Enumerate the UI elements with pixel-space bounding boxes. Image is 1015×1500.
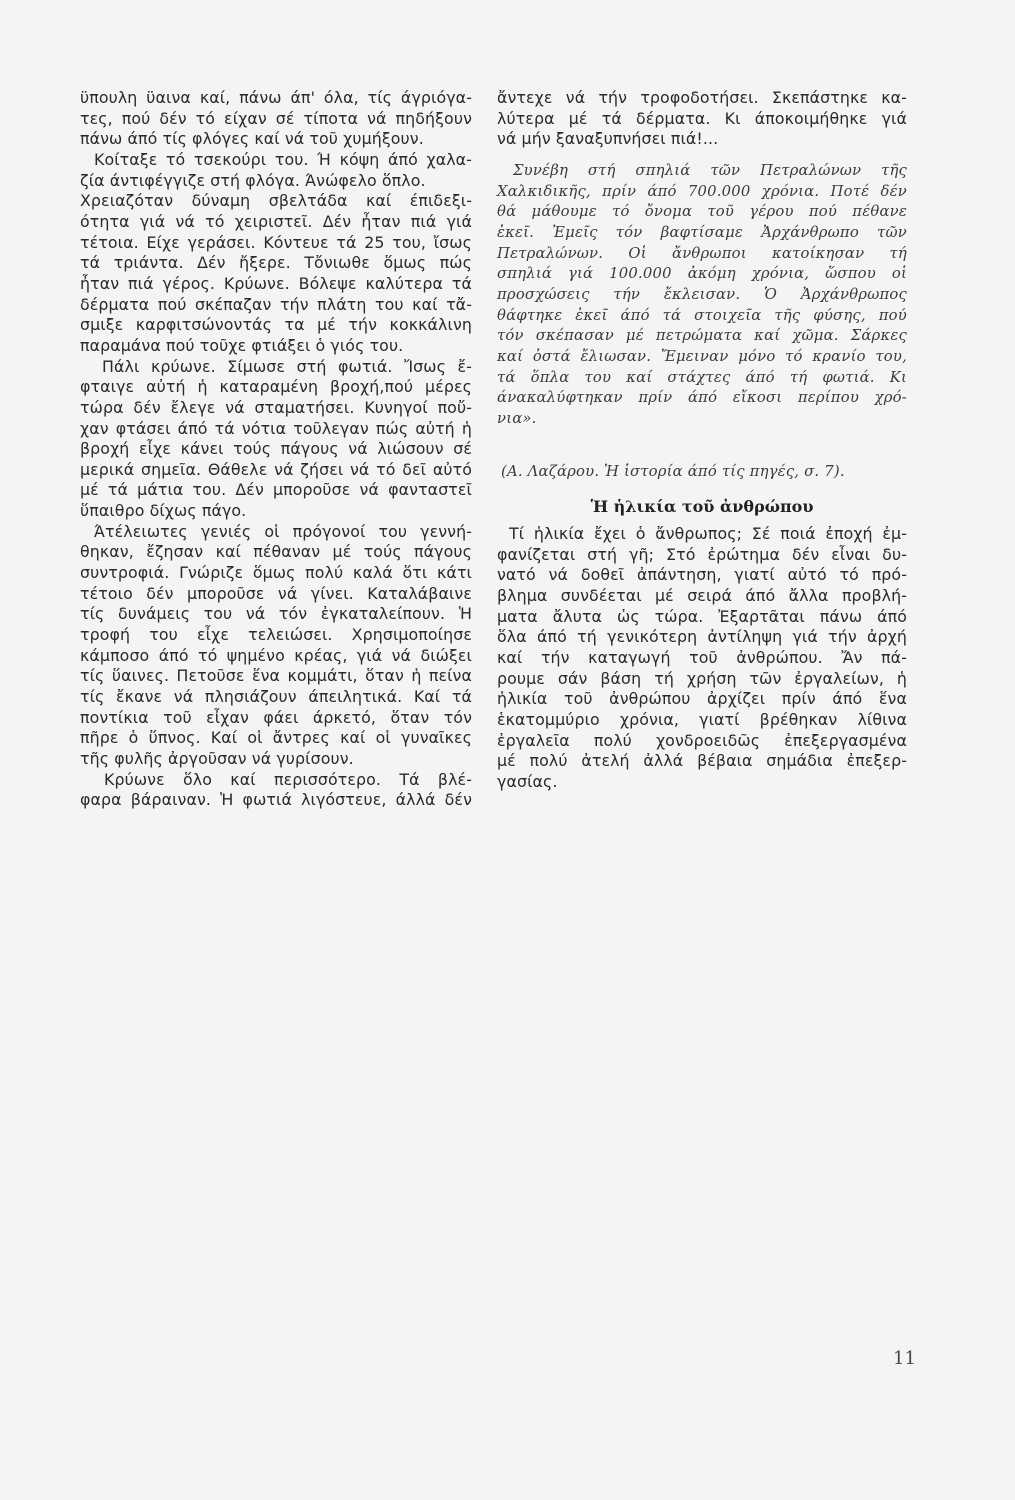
text-line: Τί ἡλικία ἔχει ὁ ἄνθρωπος; Σέ ποιά ἐποχή ἐμ- — [509, 524, 907, 544]
text-line: δέρματα πού σκέπαζαν τήν πλάτη του καί τἄ- — [80, 294, 472, 314]
text-line: ϋπουλη ϋαινα καί, πάνω άπ' όλα, τίς άγριόγα- — [80, 88, 472, 107]
text-line: φταιγε αὐτή ἡ καταραμένη βροχή,πού μέρες — [80, 377, 472, 397]
text-line: τίς ἔκανε νά πλησιάζουν άπειλητικά. Καί τά — [80, 687, 472, 707]
text-line: τώρα δέν ἔλεγε νά σταματήσει. Κυνηγοί ποὔ- — [80, 397, 472, 417]
text-line: παραμάνα πού τοῦχε φτιάξει ὁ γιός του. — [80, 335, 404, 355]
text-line: γασίας. — [497, 772, 558, 792]
text-line: Χρειαζόταν δύναμη σβελτάδα καί έπιδεξι- — [80, 191, 472, 211]
quote-line: θάφτηκε ἐκεῖ άπό τά στοιχεῖα τῆς φύσης, πού — [497, 306, 907, 324]
text-line: ζία άντιφέγγιζε στή φλόγα. Άνώφελο ὅπλο. — [80, 170, 426, 190]
section-body — [497, 524, 907, 793]
text-line: πῆρε ὁ ὕπνος. Καί οἱ ἄντρες καί οἱ γυναῖκες — [80, 728, 472, 748]
text-line: Άτέλειωτες γενιές οἱ πρόγονοί του γεννή- — [94, 521, 472, 541]
text-line: ἐργαλεῖα πολύ χονδροειδῶς ἐπεξεργασμένα — [497, 730, 907, 750]
text-line: φαρα βάραιναν. Ἡ φωτιά λιγόστευε, άλλά δέν — [80, 790, 472, 810]
quote-line: τόν σκέπασαν μέ πετρώματα καί χῶμα. Σάρκες — [497, 327, 907, 345]
quote-line: νια». — [497, 409, 537, 427]
text-line: τροφή του εἶχε τελειώσει. Χρησιμοποίησε — [80, 625, 472, 645]
text-line: καί τήν καταγωγή τοῦ ἀνθρώπου. Ἄν πά- — [497, 648, 907, 668]
text-line: ρουμε σάν βάση τή χρήση τῶν ἐργαλείων, ἡ — [497, 668, 907, 688]
text-line: μέ τά μάτια του. Δέν μποροῦσε νά φανταστεῖ — [80, 480, 472, 500]
text-line: τέτοιο δέν μποροῦσε νά γίνει. Καταλάβαινε — [80, 583, 472, 603]
text-line: βροχή εἶχε κάνει τούς πάγους νά λιώσουν σέ — [80, 439, 472, 459]
text-line: τά τριάντα. Δέν ἤξερε. Τὄνιωθε ὅμως πώς — [80, 253, 472, 273]
text-line: συντροφιά. Γνώριζε ὅμως πολύ καλά ὅτι κάτι — [80, 563, 472, 583]
text-line: ἡλικία τοῦ ἀνθρώπου ἀρχίζει πρίν άπό ἕνα — [497, 689, 907, 709]
text-line: μέ πολύ ἀτελή ἀλλά βέβαια σημάδια ἐπεξερ- — [497, 751, 907, 771]
quote-line: καί ὀστά ἔλιωσαν. Ἔμειναν μόνο τό κρανίο του, — [497, 347, 907, 365]
text-line: τέτοια. Είχε γεράσει. Κόντευε τά 25 του, ἴσως — [80, 232, 472, 252]
section-heading: Ἡ ἡλικία τοῦ ἀνθρώπου — [590, 497, 814, 517]
text-line: Πάλι κρύωνε. Σίμωσε στή φωτιά. Ἴσως ἔ- — [102, 356, 472, 376]
text-line: ἦταν πιά γέρος. Κρύωνε. Βόλεψε καλύτερα τά — [80, 273, 472, 293]
text-line: θηκαν, ἔζησαν καί πέθαναν μέ τούς πάγους — [80, 542, 472, 562]
quote-line: σπηλιά γιά 100.000 ἀκόμη χρόνια, ὥσπου οἱ — [497, 265, 907, 283]
quote-block — [497, 161, 907, 430]
quote-line: Συνέβη στή σπηλιά τῶν Πετραλώνων τῆς — [513, 161, 907, 179]
quote-line: τά ὅπλα του καί στάχτες άπό τή φωτιά. Κι — [497, 368, 907, 386]
text-line: ματα ἄλυτα ὡς τώρα. Ἐξαρτᾶται πάνω άπό — [497, 606, 907, 626]
right-text-column — [497, 88, 907, 793]
quote-line: Πετραλώνων. Οἱ ἄνθρωποι κατοίκησαν τή — [497, 244, 907, 262]
text-line: βλημα συνδέεται μέ σειρά άπό ἄλλα προβλή- — [497, 586, 907, 606]
text-line: πάνω άπό τίς φλόγες καί νά τοῦ χυμήξουν. — [80, 129, 424, 149]
page-number: 11 — [893, 1348, 916, 1369]
text-line: ἄντεχε νά τήν τροφοδοτήσει. Σκεπάστηκε κα- — [497, 88, 907, 107]
text-line: τίς ὕαινες. Πετοῦσε ἕνα κομμάτι, ὅταν ἡ πείνα — [80, 666, 472, 686]
source-citation: (Α. Λαζάρου. Ἡ ἱστορία άπό τίς πηγές, σ. 7). — [501, 462, 845, 480]
quote-line: προσχώσεις τήν ἔκλεισαν. Ὁ Ἀρχάνθρωπος — [497, 285, 907, 303]
spacer — [497, 150, 907, 161]
text-line: Κρύωνε ὅλο καί περισσότερο. Τά βλέ- — [104, 769, 472, 789]
text-line: ἑκατομμύριο χρόνια, γιατί βρέθηκαν λίθινα — [497, 710, 907, 730]
text-line: τίς δυνάμεις του νά τόν ἐγκαταλείπουν. Ἡ — [80, 604, 472, 624]
text-line: φανίζεται στή γῆ; Στό ἐρώτημα δέν εἶναι δυ- — [497, 544, 907, 564]
text-line: ὕπαιθρο δίχως πάγο. — [80, 501, 247, 521]
text-line: τῆς φυλῆς ἀργοῦσαν νά γυρίσουν. — [80, 749, 354, 768]
spacer — [497, 430, 907, 462]
quote-line: θά μάθουμε τό ὄνομα τοῦ γέρου πού πέθανε — [497, 203, 907, 221]
text-line: Κοίταξε τό τσεκούρι του. Ή κόψη άπό χαλα- — [94, 149, 472, 169]
spacer — [497, 482, 907, 494]
left-text-column — [80, 88, 472, 811]
text-line: νατό νά δοθεῖ ἀπάντηση, γιατί αὐτό τό πρό- — [497, 565, 907, 585]
text-line: χαν φτάσει άπό τά νότια τοῦλεγαν πώς αὐτή ἡ — [80, 418, 472, 438]
text-line: σμιξε καρφιτσώνοντάς τα μέ τήν κοκκάλινη — [80, 315, 472, 335]
quote-line: ἐκεῖ. Ἐμεῖς τόν βαφτίσαμε Ἀρχάνθρωπο τῶν — [497, 223, 907, 241]
text-line: ότητα γιά νά τό χειριστεῖ. Δέν ἦταν πιά γιά — [80, 211, 472, 231]
text-line: νά μήν ξαναξυπνήσει πιά!... — [497, 129, 719, 149]
text-line: τες, πού δέν τό είχαν σέ τίποτα νά πηδήξουν — [80, 108, 472, 128]
text-line: ὅλα άπό τή γενικότερη ἀντίληψη γιά τήν ἀρχή — [497, 627, 907, 647]
text-line: λύτερα μέ τά δέρματα. Κι άποκοιμήθηκε γιά — [497, 108, 907, 128]
quote-line: άνακαλύφτηκαν πρίν άπό εἴκοσι περίπου χρό- — [497, 389, 907, 407]
quote-line: Χαλκιδικῆς, πρίν άπό 700.000 χρόνια. Ποτέ δέν — [497, 182, 907, 200]
text-line: μερικά σημεῖα. Θάθελε νά ζήσει νά τό δεῖ αὐτό — [80, 459, 472, 479]
text-line: κάμποσο άπό τό ψημένο κρέας, γιά νά διώξει — [80, 645, 472, 665]
text-line: ποντίκια τοῦ εἶχαν φάει άρκετό, ὅταν τόν — [80, 707, 472, 727]
